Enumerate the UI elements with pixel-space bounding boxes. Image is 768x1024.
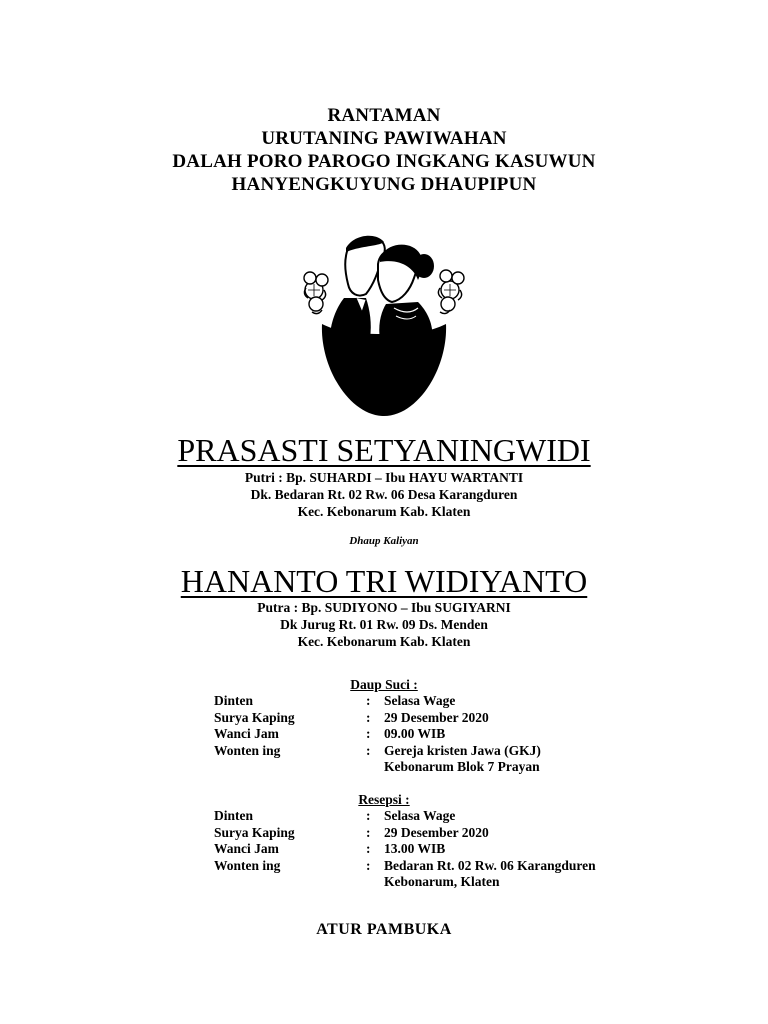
bride-figure	[378, 245, 434, 340]
row-value: Bedaran Rt. 02 Rw. 06 Karangduren	[384, 857, 596, 873]
row-label: Wonten ing	[214, 742, 281, 758]
bride-name: PRASASTI SETYANINGWIDI	[177, 432, 591, 468]
groom-address-2: Kec. Kebonarum Kab. Klaten	[297, 634, 471, 649]
row-value-continuation: Kebonarum, Klaten	[384, 874, 500, 889]
groom-parents: Putra : Bp. SUDIYONO – Ibu SUGIYARNI	[257, 600, 511, 615]
schedule-row	[214, 693, 734, 710]
schedule-row	[214, 858, 734, 875]
schedule-row	[214, 841, 734, 858]
groom-address-1: Dk Jurug Rt. 01 Rw. 09 Ds. Menden	[280, 617, 488, 632]
row-colon: :	[366, 841, 371, 856]
couple-illustration	[300, 228, 468, 418]
row-value-continuation: Kebonarum Blok 7 Prayan	[384, 759, 540, 774]
ceremony-schedule	[214, 693, 734, 783]
row-value: Selasa Wage	[384, 693, 456, 708]
row-label: Surya Kaping	[214, 824, 295, 840]
row-value: 29 Desember 2020	[384, 709, 489, 725]
document-title	[0, 104, 768, 196]
schedule-row	[214, 825, 734, 842]
schedule-row	[214, 743, 734, 760]
title-line-2: URUTANING PAWIWAHAN	[261, 128, 507, 149]
row-colon: :	[366, 726, 371, 741]
bride-address-2: Kec. Kebonarum Kab. Klaten	[297, 504, 471, 519]
row-value: Gereja kristen Jawa (GKJ)	[384, 742, 541, 758]
groom-figure	[330, 236, 385, 338]
title-line-3: DALAH PORO PAROGO INGKANG KASUWUN	[172, 151, 596, 172]
row-colon: :	[366, 857, 371, 873]
schedule-row	[214, 808, 734, 825]
schedule-row	[214, 710, 734, 727]
row-value: 29 Desember 2020	[384, 824, 489, 840]
groom-name: HANANTO TRI WIDIYANTO	[180, 563, 588, 599]
bride-parents: Putri : Bp. SUHARDI – Ibu HAYU WARTANTI	[244, 470, 524, 485]
title-line-4: HANYENGKUYUNG DHAUPIPUN	[231, 174, 537, 195]
reception-schedule	[214, 808, 734, 898]
ceremony-section-title: Daup Suci :	[350, 677, 418, 692]
row-colon: :	[366, 742, 371, 758]
reception-section-title: Resepsi :	[358, 792, 410, 807]
schedule-row-continuation	[214, 874, 734, 891]
row-label: Wanci Jam	[214, 841, 279, 856]
schedule-row	[214, 726, 734, 743]
row-value: 09.00 WIB	[384, 726, 446, 741]
row-colon: :	[366, 808, 371, 823]
row-colon: :	[366, 824, 371, 840]
row-value: Selasa Wage	[384, 808, 456, 823]
row-label: Dinten	[214, 808, 254, 823]
left-flower-ornament	[304, 272, 328, 314]
row-label: Wonten ing	[214, 857, 281, 873]
connector-text: Dhaup Kaliyan	[349, 535, 419, 547]
section-heading-atur-pambuka: ATUR PAMBUKA	[316, 921, 452, 938]
row-colon: :	[366, 693, 371, 708]
row-label: Dinten	[214, 693, 254, 708]
schedule-row-continuation	[214, 759, 734, 776]
right-flower-ornament	[438, 270, 464, 314]
row-label: Wanci Jam	[214, 726, 279, 741]
row-colon: :	[366, 709, 371, 725]
row-value: 13.00 WIB	[384, 841, 446, 856]
title-line-1: RANTAMAN	[327, 105, 441, 126]
bride-address-1: Dk. Bedaran Rt. 02 Rw. 06 Desa Karangduren	[250, 487, 518, 502]
row-label: Surya Kaping	[214, 709, 295, 725]
